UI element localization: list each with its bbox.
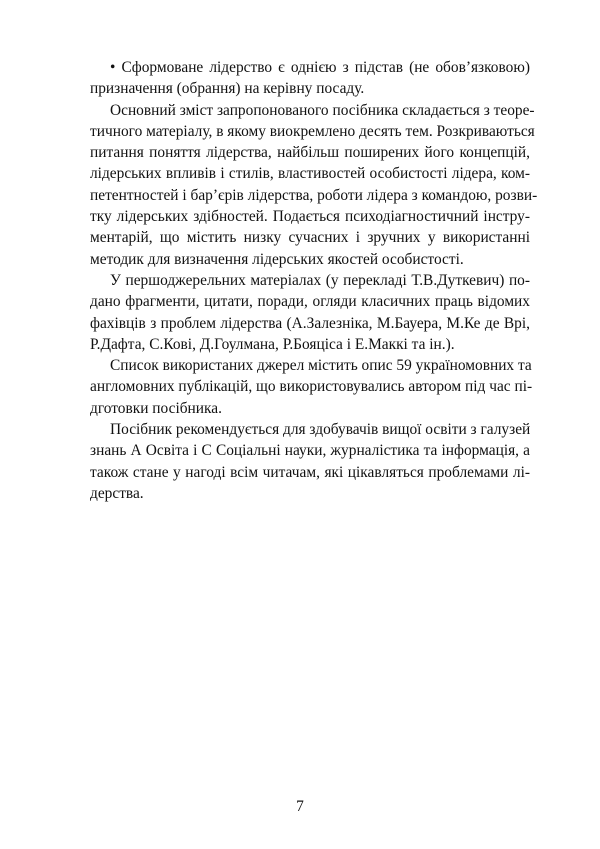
text-line: Основний зміст запропонованого посібника складається з теоре- bbox=[110, 101, 535, 119]
text-line: дано фрагменти, цитати, поради, огляди класичних праць відомих bbox=[90, 293, 530, 311]
text-line: англомовних публікацій, що використовувались автором під час пі- bbox=[90, 378, 533, 396]
text-line: тичного матеріалу, в якому виокремлено десять тем. Розкриваються bbox=[90, 122, 535, 140]
text-line: фахівців з проблем лідерства (А.Залезніка, М.Бауера, М.Ке де Врі, bbox=[90, 314, 530, 332]
text-line: Посібник рекомендується для здобувачів вищої освіти з галузей bbox=[110, 421, 531, 439]
paragraph-bullet-leadership bbox=[90, 57, 530, 100]
body-text bbox=[90, 57, 538, 504]
text-line: також стане у нагоді всім читачам, які цікавляться проблемами лі- bbox=[90, 463, 530, 481]
text-line: призначення (обрання) на керівну посаду. bbox=[90, 80, 365, 98]
text-line: тку лідерських здібностей. Подається психодіагностичний інстру- bbox=[90, 208, 530, 226]
text-line: питання поняття лідерства, найбільш поширених його концепцій, bbox=[90, 144, 530, 162]
text-line: У першоджерельних матеріалах (у перекладі Т.В.Дуткевич) по- bbox=[110, 271, 530, 289]
text-line: знань А Освіта і С Соціальні науки, журналістика та інформація, а bbox=[90, 442, 530, 460]
text-line: методик для визначення лідерських якостей особистості. bbox=[90, 250, 464, 268]
paragraph-main-content bbox=[90, 100, 538, 270]
page-number: 7 bbox=[296, 798, 304, 815]
text-line: ментарій, що містить низку сучасних і зручних у використанні bbox=[90, 229, 530, 247]
text-line: дготовки посібника. bbox=[90, 399, 222, 417]
text-line: петентностей і бар’єрів лідерства, роботи лідера з командою, розви- bbox=[90, 186, 538, 204]
paragraph-recommendation bbox=[90, 419, 530, 504]
text-line: лідерських впливів і стилів, властивостей особистості лідера, ком- bbox=[90, 165, 530, 183]
text-line: дерства. bbox=[90, 484, 144, 502]
text-line: Список використаних джерел містить опис 59 україномовних та bbox=[110, 357, 532, 375]
paragraph-references bbox=[90, 355, 533, 419]
paragraph-source-materials bbox=[90, 270, 530, 355]
text-line: Р.Дафта, С.Кові, Д.Гоулмана, Р.Бояціса і Е.Маккі та ін.). bbox=[90, 335, 455, 353]
text-line: • Сформоване лідерство є однією з підстав (не обов’язковою) bbox=[110, 59, 530, 76]
